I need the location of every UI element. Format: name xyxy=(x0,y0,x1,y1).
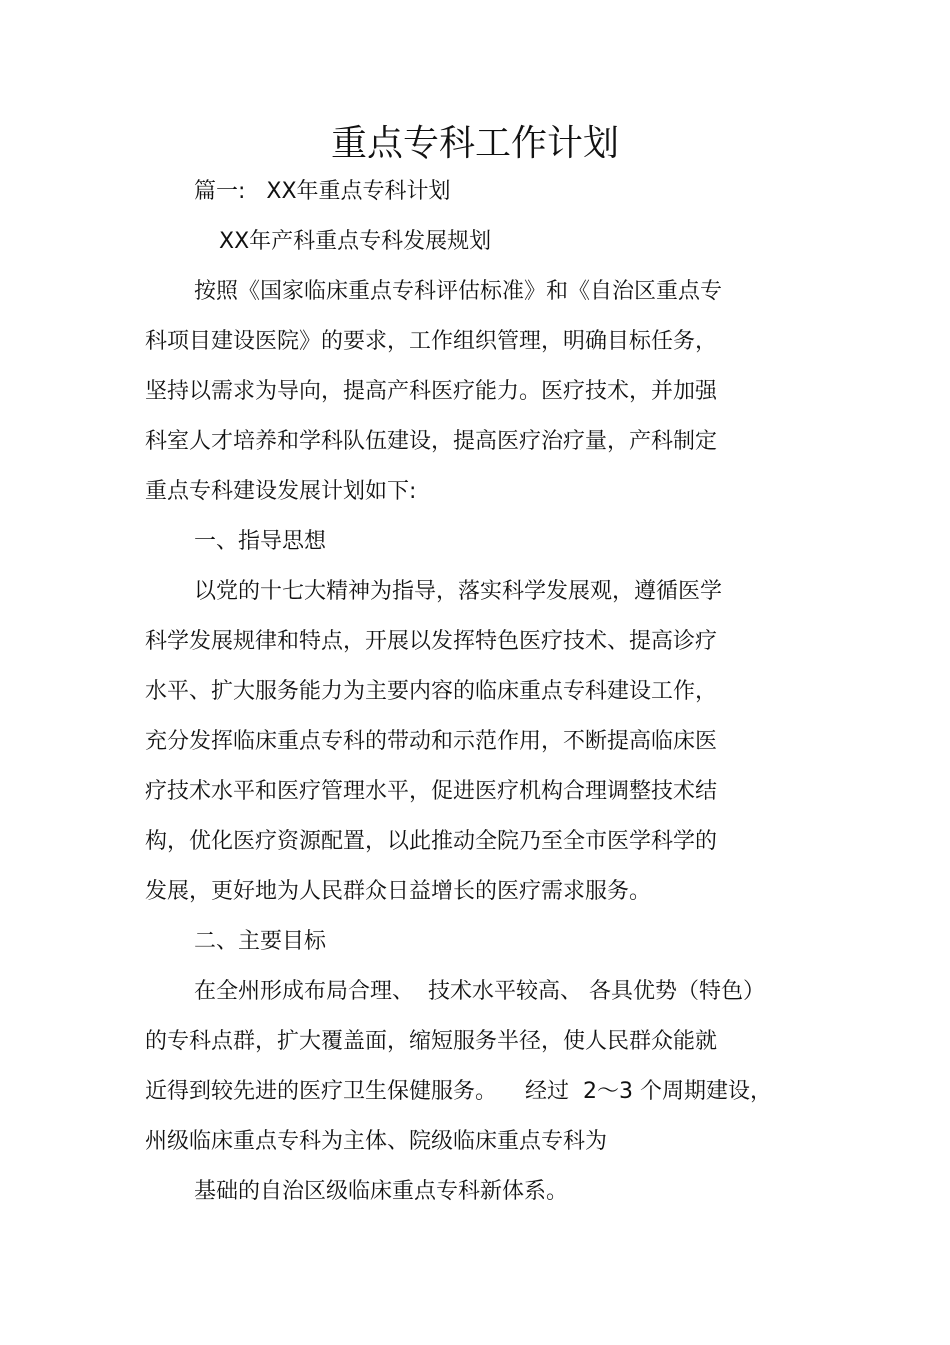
section1-line: 科学发展规律和特点，开展以发挥特色医疗技术、提高诊疗 xyxy=(145,629,718,654)
section2-line: 近得到较先进的医疗卫生保健服务。 经过 2～3 个周期建设， xyxy=(145,1079,772,1104)
article-subtitle: 篇一: XX年重点专科计划 xyxy=(194,179,451,204)
intro-line: 科室人才培养和学科队伍建设，提高医疗治疗量，产科制定 xyxy=(145,429,718,454)
section-heading: 一、指导思想 xyxy=(194,529,327,554)
section1-line: 充分发挥临床重点专科的带动和示范作用，不断提高临床医 xyxy=(145,729,718,754)
section-heading: 二、主要目标 xyxy=(194,929,327,954)
section2-line: 的专科点群，扩大覆盖面，缩短服务半径，使人民群众能就 xyxy=(145,1029,718,1054)
section2-line: 在全州形成布局合理、 技术水平较高、 各具优势（特色） xyxy=(194,979,765,1004)
section2-line: 基础的自治区级临床重点专科新体系。 xyxy=(194,1179,569,1204)
intro-line: 重点专科建设发展计划如下: xyxy=(145,479,417,504)
document-title: 重点专科工作计划 xyxy=(330,123,619,164)
section1-line: 疗技术水平和医疗管理水平，促进医疗机构合理调整技术结 xyxy=(145,779,718,804)
intro-line: 坚持以需求为导向，提高产科医疗能力。医疗技术，并加强 xyxy=(145,379,718,404)
plan-title: XX年产科重点专科发展规划 xyxy=(219,229,492,254)
section1-line: 水平、扩大服务能力为主要内容的临床重点专科建设工作， xyxy=(145,679,718,704)
section1-line: 发展，更好地为人民群众日益增长的医疗需求服务。 xyxy=(145,879,652,904)
section1-line: 以党的十七大精神为指导，落实科学发展观，遵循医学 xyxy=(194,579,723,604)
intro-line: 按照《国家临床重点专科评估标准》和《自治区重点专 xyxy=(194,279,723,304)
section1-line: 构，优化医疗资源配置，以此推动全院乃至全市医学科学的 xyxy=(145,829,718,854)
section2-line: 州级临床重点专科为主体、院级临床重点专科为 xyxy=(145,1129,608,1154)
intro-line: 科项目建设医院》的要求，工作组织管理，明确目标任务， xyxy=(145,329,718,354)
